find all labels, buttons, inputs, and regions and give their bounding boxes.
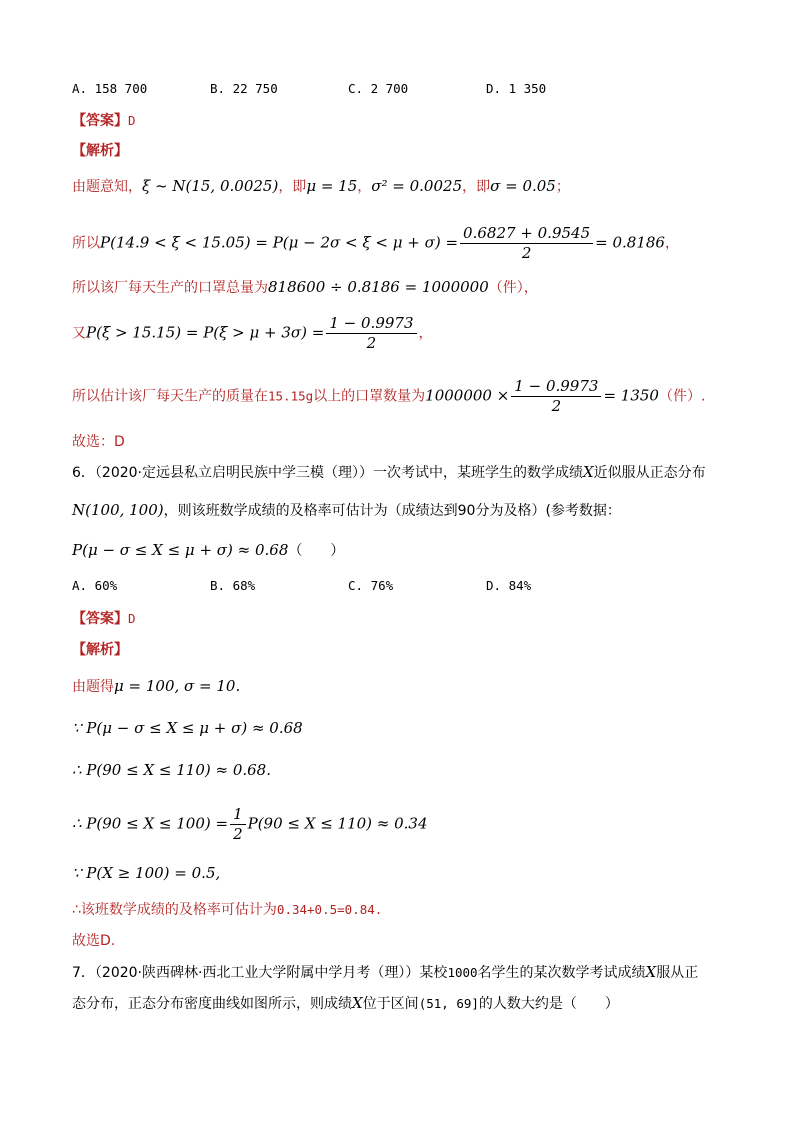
text: 以上的口罩数量为 <box>313 388 426 405</box>
formula: μ = 15 <box>306 177 358 195</box>
option-a: A. 60% <box>72 578 118 593</box>
solution-line <box>72 176 570 197</box>
text: 7．（2020·陕西碑林·西北工业大学附属中学月考（理））某校 <box>72 965 448 981</box>
numerator: 0.6827 + 0.9545 <box>460 224 593 244</box>
formula: N(100, 100) <box>72 501 164 519</box>
text: 近似服从正态分布 <box>593 465 706 481</box>
question-stem <box>72 993 619 1014</box>
text: ， <box>357 179 372 195</box>
formula: P(μ − σ ≤ X ≤ μ + σ) ≈ 0.68 <box>72 541 289 559</box>
choice-line: 故选：D <box>72 434 125 450</box>
value: 15.15g <box>268 388 314 404</box>
numerator: 1 − 0.9973 <box>326 314 416 334</box>
variable: X <box>645 963 657 981</box>
question-stem <box>72 962 698 983</box>
denominator: 2 <box>521 244 532 262</box>
text: （件）. <box>658 388 706 405</box>
formula: P(14.9 < ξ < 15.05) = P(μ − 2σ < ξ < μ + σ) = <box>100 233 459 252</box>
numerator: 1 − 0.9973 <box>511 377 601 397</box>
text: ， <box>664 235 679 252</box>
formula: 818600 ÷ 0.8186 = 1000000 <box>268 278 489 296</box>
denominator: 2 <box>366 334 377 352</box>
formula: ξ ~ N(15, 0.0025) <box>142 177 279 195</box>
text: （件）， <box>488 280 538 296</box>
value: 1000 <box>447 965 478 980</box>
solution-line <box>72 900 382 920</box>
solution-line <box>72 277 538 298</box>
text: 所以估计该厂每天生产的质量在 <box>72 388 268 405</box>
fraction <box>230 805 246 844</box>
option-c: C. 76% <box>348 578 394 593</box>
blank: （ ） <box>288 543 345 559</box>
question-stem <box>72 500 621 521</box>
text: ，则该班数学成绩的及格率可估计为（成绩达到90分为及格）(参考数据： <box>163 503 621 519</box>
value: 0.34+0.5=0.84. <box>276 902 383 917</box>
question-stem <box>72 462 706 483</box>
answer-value: D <box>128 113 136 128</box>
formula: P(90 ≤ X ≤ 110) ≈ 0.34 <box>247 814 428 833</box>
formula: 1000000 × <box>425 386 510 405</box>
text: 名学生的某次数学考试成绩 <box>477 965 646 981</box>
option-a: A. 158 700 <box>72 81 148 96</box>
solution-line <box>72 377 705 416</box>
answer-label: 【答案】 <box>72 611 128 627</box>
text: ， <box>418 325 433 342</box>
formula: ∴ P(90 ≤ X ≤ 100) = <box>72 814 229 833</box>
fraction <box>326 314 416 353</box>
answer-value: D <box>128 611 136 626</box>
denominator: 2 <box>551 397 562 415</box>
answer-row <box>72 609 136 629</box>
answer-row <box>72 111 136 131</box>
option-d: D. 84% <box>486 578 532 593</box>
analysis-label: 【解析】 <box>72 143 128 159</box>
formula: σ² = 0.0025 <box>371 177 463 195</box>
variable: X <box>582 463 594 481</box>
text: ，即 <box>462 179 491 195</box>
fraction <box>511 377 601 416</box>
text: 所以 <box>72 235 100 252</box>
solution-line <box>72 224 679 263</box>
solution-line: ∴ P(90 ≤ X ≤ 110) ≈ 0.68. <box>72 761 271 779</box>
solution-line <box>72 676 240 697</box>
analysis-label: 【解析】 <box>72 642 128 658</box>
solution-line: ∵ P(μ − σ ≤ X ≤ μ + σ) ≈ 0.68 <box>72 719 303 737</box>
text: 的人数大约是（ ） <box>478 996 619 1012</box>
numerator: 1 <box>230 805 246 825</box>
question-stem <box>72 540 344 561</box>
text: 态分布，正态分布密度曲线如图所示，则成绩 <box>72 996 352 1012</box>
text: 服从正 <box>656 965 699 981</box>
option-b: B. 68% <box>210 578 256 593</box>
choice-line: 故选D. <box>72 933 116 949</box>
text: ∴该班数学成绩的及格率可估计为 <box>72 902 277 918</box>
formula: σ = 0.05 <box>490 177 556 195</box>
option-c: C. 2 700 <box>348 81 409 96</box>
variable: X <box>352 994 363 1012</box>
text: ，即 <box>278 179 307 195</box>
text: 由题意知， <box>72 179 142 195</box>
option-d: D. 1 350 <box>486 81 547 96</box>
formula: P(ξ > 15.15) = P(ξ > μ + 3σ) = <box>86 323 325 342</box>
text: 所以该厂每天生产的口罩总量为 <box>72 280 268 296</box>
formula: = 1350 <box>603 386 659 405</box>
fraction <box>460 224 593 263</box>
solution-line <box>72 314 433 353</box>
denominator: 2 <box>233 825 243 843</box>
text: 由题得 <box>72 679 114 695</box>
formula: = 0.8186 <box>595 233 665 252</box>
option-b: B. 22 750 <box>210 81 278 96</box>
text: 6．（2020·定远县私立启明民族中学三模（理））一次考试中，某班学生的数学成绩 <box>72 465 583 481</box>
solution-line <box>72 805 428 844</box>
interval: (51, 69] <box>418 996 479 1011</box>
text: 位于区间 <box>362 996 419 1012</box>
text: 又 <box>72 325 86 342</box>
text: ； <box>555 179 570 195</box>
answer-label: 【答案】 <box>72 113 128 129</box>
solution-line: ∵ P(X ≥ 100) = 0.5, <box>72 864 221 882</box>
formula: μ = 100, σ = 10. <box>114 677 241 695</box>
